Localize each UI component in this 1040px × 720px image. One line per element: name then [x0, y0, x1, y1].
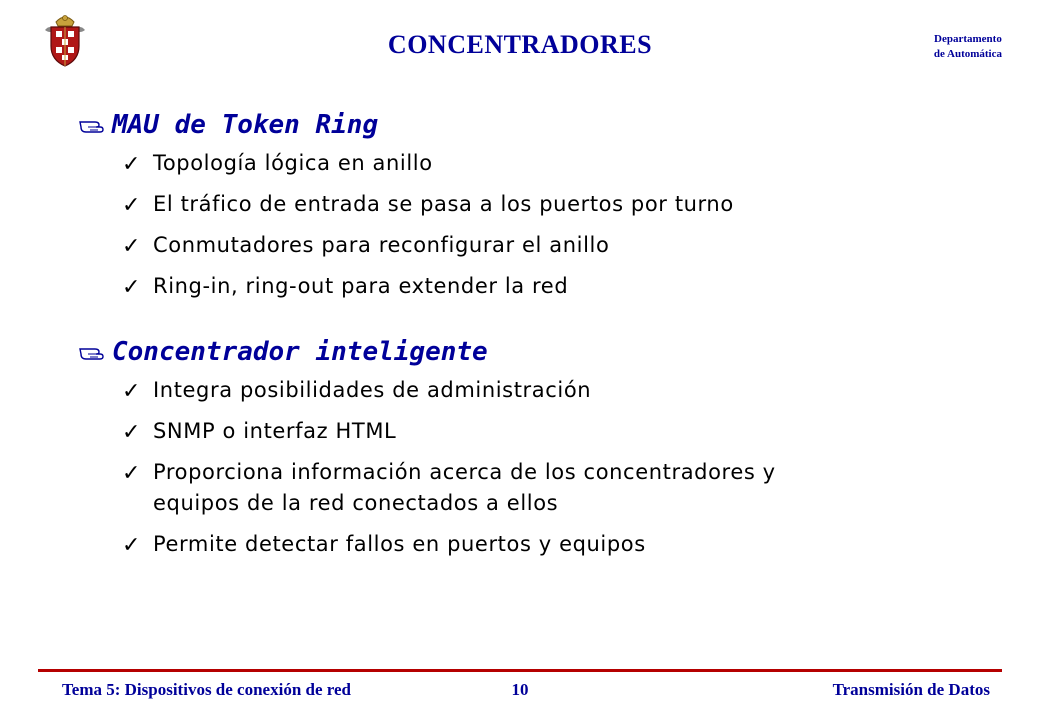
department-line-1: Departamento	[934, 33, 1002, 45]
footer-course-name: Transmisión de Datos	[832, 680, 990, 699]
page-number: 10	[511, 680, 529, 699]
list-item	[78, 271, 734, 302]
list-item-text: El tráfico de entrada se pasa a los puertos por turno	[153, 192, 734, 216]
bullet-list	[78, 148, 734, 302]
section-heading	[78, 337, 776, 367]
list-item	[78, 416, 776, 447]
section-heading-text: Concentrador inteligente	[112, 337, 488, 367]
list-item-text: Topología lógica en anillo	[153, 151, 433, 175]
list-item-text: Integra posibilidades de administración	[153, 378, 592, 402]
section-heading	[78, 110, 734, 140]
list-item	[78, 375, 776, 406]
bullet-list	[78, 375, 776, 560]
checkmark-icon: ✓	[122, 461, 142, 486]
list-item-text: Proporciona información acerca de los concentradores y	[153, 460, 776, 484]
list-item	[78, 457, 776, 519]
footer-divider	[38, 669, 1002, 672]
department-line-2: de Automática	[933, 48, 1002, 60]
checkmark-icon: ✓	[122, 193, 142, 218]
section-concentrador-inteligente	[78, 337, 776, 560]
pointing-hand-icon	[78, 114, 108, 136]
list-item-text: Conmutadores para reconfigurar el anillo	[153, 233, 610, 257]
section-heading-text: MAU de Token Ring	[112, 110, 379, 140]
checkmark-icon: ✓	[122, 379, 142, 404]
list-item	[78, 189, 734, 220]
section-mau-token-ring	[78, 110, 734, 302]
checkmark-icon: ✓	[122, 533, 142, 558]
list-item-text: Ring-in, ring-out para extender la red	[153, 274, 569, 298]
list-item	[78, 148, 734, 179]
checkmark-icon: ✓	[122, 234, 142, 259]
checkmark-icon: ✓	[122, 275, 142, 300]
footer-course-topic: Tema 5: Dispositivos de conexión de red	[62, 680, 352, 699]
department-label	[934, 32, 1002, 62]
list-item	[78, 230, 734, 261]
list-item-text-continued: equipos de la red conectados a ellos	[153, 491, 559, 515]
checkmark-icon: ✓	[122, 420, 142, 445]
list-item-text: SNMP o interfaz HTML	[153, 419, 397, 443]
pointing-hand-icon	[78, 341, 108, 363]
list-item	[78, 529, 776, 560]
checkmark-icon: ✓	[122, 152, 142, 177]
list-item-text: Permite detectar fallos en puertos y equipos	[153, 532, 646, 556]
slide-title: CONCENTRADORES	[387, 30, 653, 59]
